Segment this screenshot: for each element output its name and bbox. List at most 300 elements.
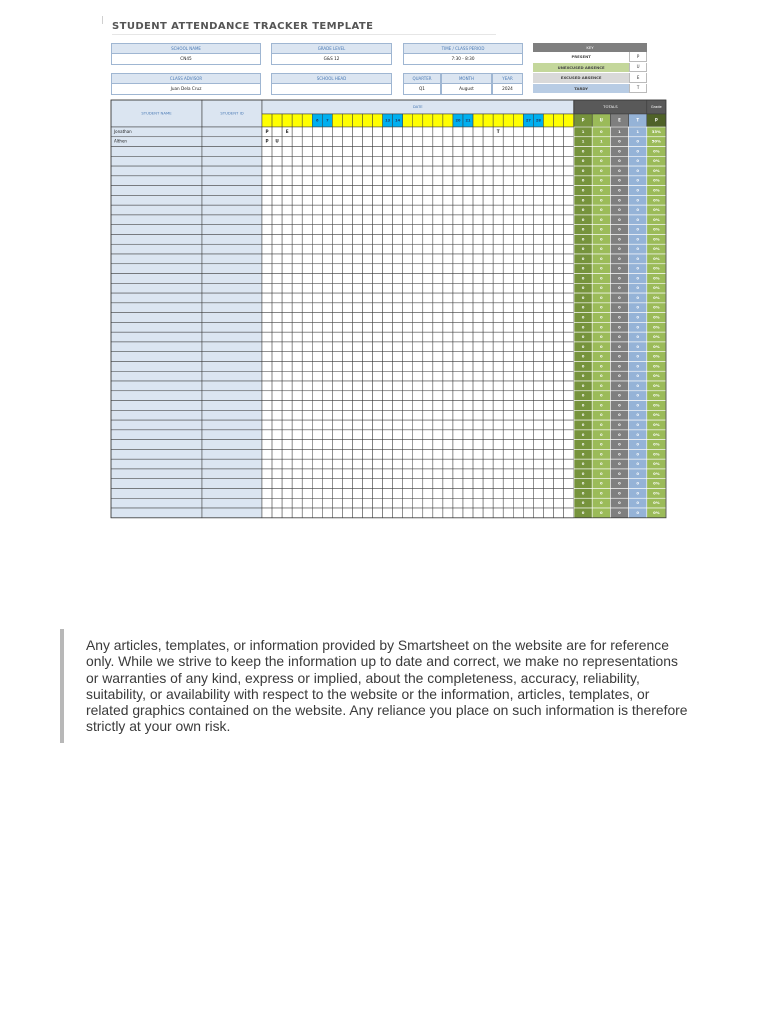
attendance-cell[interactable] [413,322,423,332]
attendance-cell[interactable] [433,274,443,284]
attendance-cell[interactable] [292,156,302,166]
student-name-cell[interactable] [111,381,202,391]
attendance-cell[interactable] [433,322,443,332]
attendance-cell[interactable] [453,352,463,362]
attendance-cell[interactable] [393,498,403,508]
attendance-cell[interactable] [523,381,533,391]
attendance-cell[interactable] [363,156,373,166]
attendance-cell[interactable] [373,342,383,352]
attendance-cell[interactable] [473,410,483,420]
attendance-cell[interactable] [513,361,523,371]
attendance-cell[interactable] [523,303,533,313]
attendance-cell[interactable] [332,244,342,254]
attendance-cell[interactable] [363,147,373,157]
attendance-cell[interactable] [302,283,312,293]
attendance-cell[interactable] [423,264,433,274]
attendance-cell[interactable] [523,410,533,420]
attendance-cell[interactable] [543,430,553,440]
attendance-cell[interactable] [383,205,393,215]
attendance-cell[interactable] [463,215,473,225]
attendance-cell[interactable] [352,313,362,323]
attendance-cell[interactable] [403,127,413,137]
attendance-cell[interactable] [282,274,292,284]
student-id-cell[interactable] [202,303,262,313]
attendance-cell[interactable] [322,127,332,137]
attendance-cell[interactable] [413,147,423,157]
attendance-cell[interactable] [513,391,523,401]
attendance-cell[interactable] [453,244,463,254]
attendance-cell[interactable] [543,459,553,469]
attendance-cell[interactable] [342,156,352,166]
attendance-cell[interactable] [383,498,393,508]
attendance-cell[interactable] [332,459,342,469]
attendance-cell[interactable] [453,186,463,196]
attendance-cell[interactable] [322,430,332,440]
attendance-cell[interactable] [352,440,362,450]
attendance-cell[interactable] [393,332,403,342]
attendance-cell[interactable] [453,508,463,518]
attendance-cell[interactable] [403,225,413,235]
attendance-cell[interactable] [543,508,553,518]
attendance-cell[interactable] [342,195,352,205]
attendance-cell[interactable] [433,342,443,352]
attendance-cell[interactable] [433,469,443,479]
attendance-cell[interactable] [342,166,352,176]
attendance-cell[interactable] [373,322,383,332]
attendance-cell[interactable] [342,469,352,479]
attendance-cell[interactable] [282,479,292,489]
attendance-cell[interactable] [433,254,443,264]
attendance-cell[interactable] [443,205,453,215]
attendance-cell[interactable] [473,195,483,205]
student-name-cell[interactable] [111,293,202,303]
attendance-cell[interactable] [393,430,403,440]
attendance-cell[interactable] [503,254,513,264]
attendance-cell[interactable] [373,283,383,293]
attendance-cell[interactable] [433,127,443,137]
attendance-cell[interactable] [403,342,413,352]
attendance-cell[interactable] [453,361,463,371]
attendance-cell[interactable] [533,332,543,342]
attendance-cell[interactable] [533,303,543,313]
attendance-cell[interactable] [413,449,423,459]
attendance-cell[interactable] [342,186,352,196]
attendance-cell[interactable] [363,234,373,244]
attendance-cell[interactable] [453,459,463,469]
attendance-cell[interactable] [543,195,553,205]
attendance-cell[interactable] [513,195,523,205]
attendance-cell[interactable] [342,449,352,459]
attendance-cell[interactable] [553,420,563,430]
attendance-cell[interactable] [413,391,423,401]
attendance-cell[interactable] [302,391,312,401]
attendance-cell[interactable] [443,225,453,235]
attendance-cell[interactable] [553,371,563,381]
attendance-cell[interactable] [393,479,403,489]
student-id-cell[interactable] [202,234,262,244]
attendance-cell[interactable] [403,479,413,489]
attendance-cell[interactable] [433,225,443,235]
attendance-cell[interactable] [393,166,403,176]
attendance-cell[interactable] [483,244,493,254]
attendance-cell[interactable] [433,205,443,215]
attendance-cell[interactable] [383,264,393,274]
attendance-cell[interactable] [433,283,443,293]
attendance-cell[interactable] [493,215,503,225]
attendance-cell[interactable] [373,225,383,235]
student-id-cell[interactable] [202,410,262,420]
attendance-cell[interactable] [352,137,362,147]
attendance-cell[interactable] [393,371,403,381]
attendance-cell[interactable] [483,391,493,401]
attendance-cell[interactable] [302,381,312,391]
attendance-cell[interactable] [564,479,574,489]
attendance-cell[interactable] [393,283,403,293]
attendance-cell[interactable] [332,313,342,323]
attendance-cell[interactable] [312,459,322,469]
attendance-cell[interactable] [483,313,493,323]
attendance-cell[interactable] [342,342,352,352]
attendance-cell[interactable] [553,195,563,205]
attendance-cell[interactable] [403,283,413,293]
attendance-cell[interactable] [322,322,332,332]
attendance-cell[interactable] [483,186,493,196]
student-id-cell[interactable] [202,205,262,215]
attendance-cell[interactable] [433,401,443,411]
attendance-cell[interactable] [322,186,332,196]
attendance-cell[interactable] [564,449,574,459]
attendance-cell[interactable] [332,401,342,411]
attendance-cell[interactable] [483,401,493,411]
attendance-cell[interactable] [463,186,473,196]
attendance-cell[interactable] [463,205,473,215]
attendance-cell[interactable] [413,332,423,342]
attendance-cell[interactable] [383,274,393,284]
attendance-cell[interactable] [423,147,433,157]
attendance-cell[interactable] [483,156,493,166]
attendance-cell[interactable] [423,508,433,518]
attendance-cell[interactable] [403,410,413,420]
attendance-cell[interactable] [383,147,393,157]
attendance-cell[interactable] [322,410,332,420]
attendance-cell[interactable] [523,244,533,254]
attendance-cell[interactable] [393,225,403,235]
student-name-cell[interactable] [111,401,202,411]
attendance-cell[interactable] [564,176,574,186]
attendance-cell[interactable] [332,215,342,225]
attendance-cell[interactable] [564,469,574,479]
school-name-value[interactable]: CN45 [111,54,261,65]
attendance-cell[interactable] [302,244,312,254]
attendance-cell[interactable] [433,410,443,420]
attendance-cell[interactable] [272,234,282,244]
student-id-cell[interactable] [202,371,262,381]
attendance-cell[interactable] [453,342,463,352]
attendance-cell[interactable] [312,440,322,450]
attendance-cell[interactable] [413,195,423,205]
attendance-cell[interactable] [453,371,463,381]
attendance-cell[interactable] [292,410,302,420]
attendance-cell[interactable] [373,254,383,264]
attendance-cell[interactable] [493,156,503,166]
attendance-cell[interactable] [352,264,362,274]
attendance-cell[interactable] [393,303,403,313]
attendance-cell[interactable] [262,420,272,430]
attendance-cell[interactable] [292,440,302,450]
attendance-cell[interactable] [503,234,513,244]
attendance-cell[interactable] [443,440,453,450]
attendance-cell[interactable] [413,508,423,518]
attendance-cell[interactable] [403,459,413,469]
student-name-cell[interactable] [111,391,202,401]
attendance-cell[interactable] [564,430,574,440]
attendance-cell[interactable] [332,488,342,498]
student-name-cell[interactable] [111,361,202,371]
attendance-cell[interactable] [493,371,503,381]
attendance-cell[interactable] [463,264,473,274]
attendance-cell[interactable] [312,479,322,489]
year-value[interactable]: 2024 [492,84,523,95]
attendance-cell[interactable] [352,283,362,293]
attendance-cell[interactable] [403,420,413,430]
attendance-cell[interactable] [523,332,533,342]
attendance-cell[interactable] [272,479,282,489]
attendance-cell[interactable] [533,352,543,362]
student-id-cell[interactable] [202,225,262,235]
attendance-cell[interactable] [262,430,272,440]
attendance-cell[interactable] [282,244,292,254]
attendance-cell[interactable] [553,449,563,459]
attendance-cell[interactable] [342,283,352,293]
attendance-cell[interactable] [473,352,483,362]
attendance-cell[interactable] [292,244,302,254]
attendance-cell[interactable] [403,156,413,166]
attendance-cell[interactable] [553,127,563,137]
attendance-cell[interactable] [373,440,383,450]
attendance-cell[interactable] [352,244,362,254]
attendance-cell[interactable] [564,410,574,420]
attendance-cell[interactable] [533,342,543,352]
attendance-cell[interactable] [413,440,423,450]
attendance-cell[interactable] [543,469,553,479]
attendance-cell[interactable] [513,420,523,430]
attendance-cell[interactable] [292,186,302,196]
attendance-cell[interactable] [493,352,503,362]
attendance-cell[interactable] [272,488,282,498]
attendance-cell[interactable] [322,381,332,391]
attendance-cell[interactable] [332,498,342,508]
attendance-cell[interactable] [262,283,272,293]
attendance-cell[interactable] [473,137,483,147]
attendance-cell[interactable] [523,254,533,264]
attendance-cell[interactable] [383,449,393,459]
attendance-cell[interactable] [302,410,312,420]
attendance-cell[interactable] [322,293,332,303]
attendance-cell[interactable] [262,322,272,332]
attendance-cell[interactable] [443,449,453,459]
attendance-cell[interactable] [483,303,493,313]
attendance-cell[interactable] [322,283,332,293]
attendance-cell[interactable] [403,361,413,371]
attendance-cell[interactable] [513,508,523,518]
attendance-cell[interactable] [564,313,574,323]
attendance-cell[interactable] [553,342,563,352]
attendance-cell[interactable] [413,401,423,411]
attendance-cell[interactable] [553,440,563,450]
attendance-cell[interactable] [433,313,443,323]
attendance-cell[interactable] [463,508,473,518]
student-name-cell[interactable] [111,313,202,323]
attendance-cell[interactable] [513,293,523,303]
attendance-cell[interactable] [383,283,393,293]
attendance-cell[interactable] [352,420,362,430]
attendance-cell[interactable] [423,449,433,459]
attendance-cell[interactable] [282,283,292,293]
attendance-cell[interactable] [453,137,463,147]
student-name-cell[interactable] [111,498,202,508]
attendance-cell[interactable] [463,498,473,508]
attendance-cell[interactable] [453,293,463,303]
attendance-cell[interactable] [272,195,282,205]
attendance-cell[interactable] [543,410,553,420]
attendance-cell[interactable] [564,332,574,342]
attendance-cell[interactable] [433,508,443,518]
attendance-cell[interactable] [373,234,383,244]
attendance-cell[interactable] [312,127,322,137]
attendance-cell[interactable] [302,303,312,313]
attendance-cell[interactable] [483,274,493,284]
attendance-cell[interactable] [332,176,342,186]
attendance-cell[interactable] [543,391,553,401]
attendance-cell[interactable] [553,488,563,498]
attendance-cell[interactable] [423,186,433,196]
attendance-cell[interactable] [463,479,473,489]
attendance-cell[interactable] [443,488,453,498]
attendance-cell[interactable] [302,488,312,498]
attendance-cell[interactable] [393,352,403,362]
attendance-cell[interactable] [413,410,423,420]
attendance-cell[interactable] [523,479,533,489]
attendance-cell[interactable] [503,303,513,313]
attendance-cell[interactable] [443,322,453,332]
attendance-cell[interactable] [533,401,543,411]
attendance-cell[interactable] [543,381,553,391]
attendance-cell[interactable] [262,176,272,186]
attendance-cell[interactable] [373,410,383,420]
attendance-cell[interactable] [473,234,483,244]
attendance-cell[interactable] [322,479,332,489]
attendance-cell[interactable] [513,459,523,469]
attendance-cell[interactable] [352,361,362,371]
attendance-cell[interactable] [453,283,463,293]
attendance-cell[interactable] [543,420,553,430]
attendance-cell[interactable] [493,342,503,352]
attendance-cell[interactable] [393,274,403,284]
attendance-cell[interactable] [352,234,362,244]
attendance-cell[interactable] [383,469,393,479]
attendance-cell[interactable] [302,430,312,440]
attendance-cell[interactable] [332,186,342,196]
attendance-cell[interactable] [383,234,393,244]
attendance-cell[interactable] [523,498,533,508]
attendance-cell[interactable] [543,274,553,284]
attendance-cell[interactable] [503,449,513,459]
attendance-cell[interactable] [523,371,533,381]
attendance-cell[interactable] [373,313,383,323]
attendance-cell[interactable] [483,195,493,205]
attendance-cell[interactable] [493,332,503,342]
attendance-cell[interactable] [413,361,423,371]
attendance-cell[interactable] [332,430,342,440]
attendance-cell[interactable] [533,371,543,381]
attendance-cell[interactable] [403,391,413,401]
attendance-cell[interactable] [332,254,342,264]
attendance-cell[interactable] [553,361,563,371]
attendance-cell[interactable] [272,469,282,479]
attendance-cell[interactable] [513,166,523,176]
attendance-cell[interactable] [363,498,373,508]
attendance-cell[interactable] [433,166,443,176]
attendance-cell[interactable] [543,205,553,215]
attendance-cell[interactable] [342,127,352,137]
attendance-cell[interactable] [463,156,473,166]
attendance-cell[interactable] [363,440,373,450]
attendance-cell[interactable] [403,195,413,205]
attendance-cell[interactable] [352,215,362,225]
attendance-cell[interactable] [493,254,503,264]
attendance-cell[interactable] [483,440,493,450]
attendance-cell[interactable] [433,430,443,440]
attendance-cell[interactable] [453,215,463,225]
student-id-cell[interactable] [202,440,262,450]
attendance-cell[interactable] [433,303,443,313]
student-id-cell[interactable] [202,342,262,352]
attendance-cell[interactable] [322,244,332,254]
attendance-cell[interactable] [453,449,463,459]
attendance-cell[interactable] [272,225,282,235]
attendance-cell[interactable] [564,459,574,469]
attendance-cell[interactable] [272,186,282,196]
attendance-cell[interactable] [383,488,393,498]
attendance-cell[interactable] [272,449,282,459]
student-id-cell[interactable] [202,498,262,508]
attendance-cell[interactable] [473,244,483,254]
attendance-cell[interactable] [543,293,553,303]
attendance-cell[interactable] [322,401,332,411]
attendance-cell[interactable] [383,371,393,381]
attendance-cell[interactable] [352,410,362,420]
attendance-cell[interactable] [493,508,503,518]
attendance-cell[interactable] [403,234,413,244]
attendance-cell[interactable] [393,127,403,137]
attendance-cell[interactable] [533,469,543,479]
attendance-cell[interactable] [423,381,433,391]
attendance-cell[interactable] [533,225,543,235]
attendance-cell[interactable] [553,186,563,196]
attendance-cell[interactable] [413,264,423,274]
attendance-cell[interactable] [393,195,403,205]
attendance-cell[interactable] [443,127,453,137]
attendance-cell[interactable] [282,332,292,342]
attendance-cell[interactable] [533,479,543,489]
attendance-cell[interactable] [503,479,513,489]
attendance-cell[interactable] [312,234,322,244]
attendance-cell[interactable] [493,440,503,450]
attendance-cell[interactable] [423,488,433,498]
attendance-cell[interactable] [322,391,332,401]
attendance-cell[interactable] [433,186,443,196]
student-name-cell[interactable] [111,430,202,440]
